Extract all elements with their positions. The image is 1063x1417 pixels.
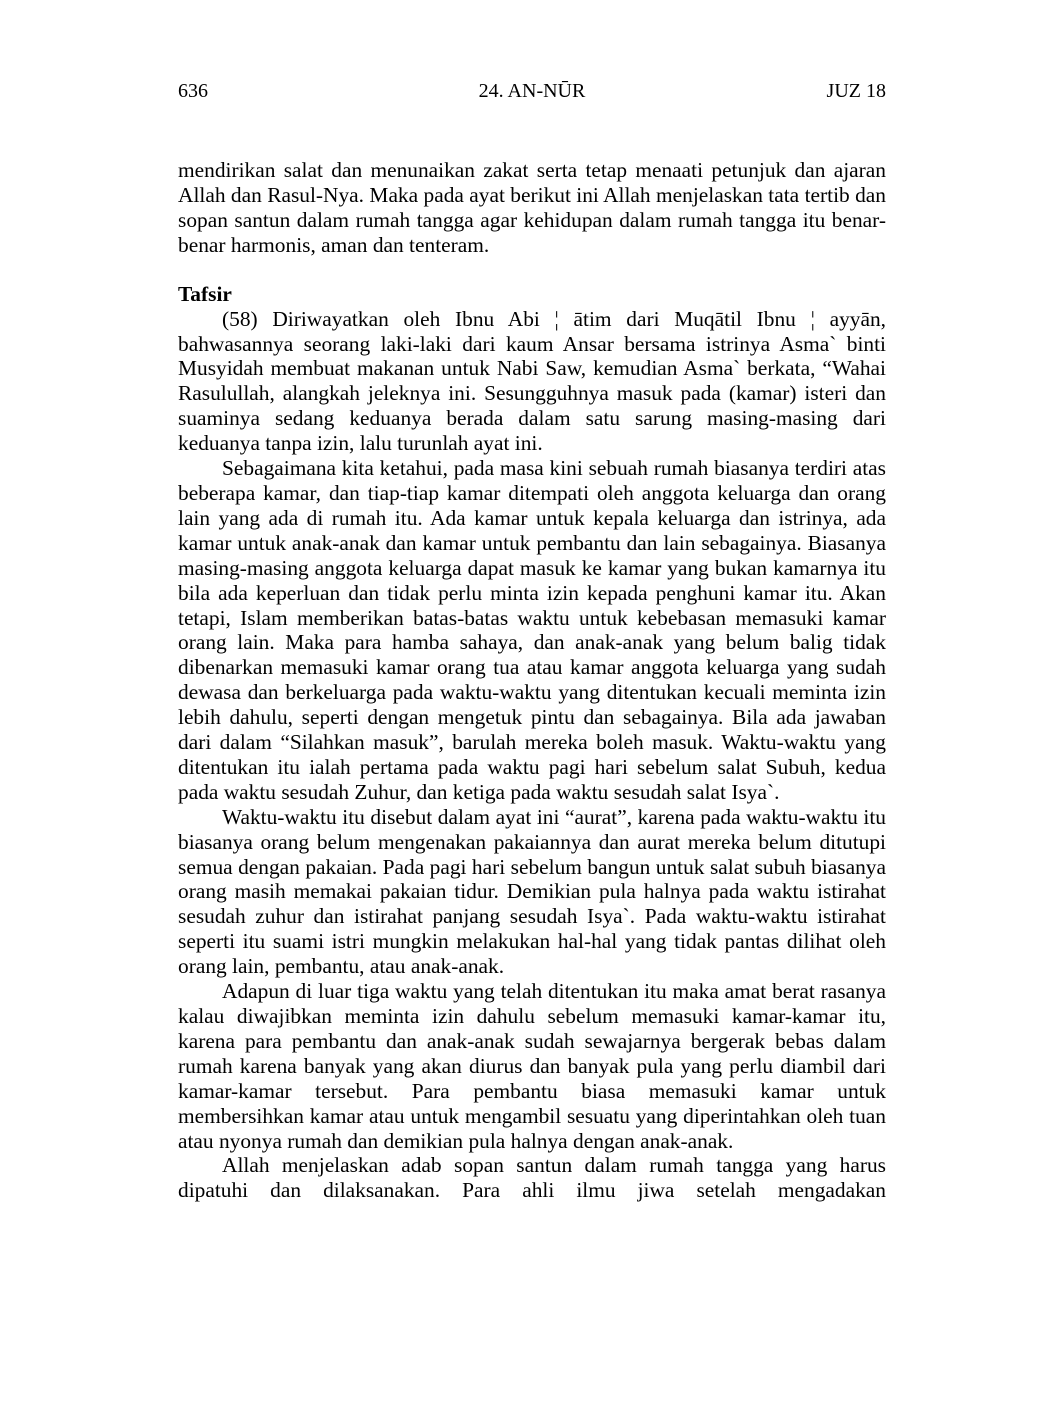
paragraph-room-rules: Sebagaimana kita ketahui, pada masa kini sebuah rumah biasanya terdiri atas beberapa kamar, dan tiap-tiap kamar ditempati oleh anggota keluarga dan orang lain yang ada di rumah itu. Ada kamar untuk kepala keluarga dan istrinya, ada kamar untuk anak-anak dan kamar untuk pembantu dan lain sebagainya. Biasanya masing-masing anggota keluarga dapat masuk ke kamar yang bukan kamarnya itu bila ada keperluan dan tidak perlu minta izin kepada penghuni kamar itu. Akan tetapi, Islam memberikan batas-batas waktu untuk kebebasan memasuki kamar orang lain. Maka para hamba sahaya, dan anak-anak yang belum balig tidak dibenarkan memasuki kamar orang tua atau kamar anggota keluarga yang sudah dewasa dan berkeluarga pada waktu-waktu yang ditentukan kecuali meminta izin lebih dahulu, seperti dengan mengetuk pintu dan sebagainya. Bila ada jawaban dari dalam “Silahkan masuk”, barulah mereka boleh masuk. Waktu-waktu yang ditentukan itu ialah pertama pada waktu pagi hari sebelum salat Subuh, kedua pada waktu sesudah Zuhur, dan ketiga pada waktu sesudah salat Isya`.	[178, 456, 886, 804]
body-text	[178, 158, 886, 1203]
juz-label: JUZ 18	[826, 80, 886, 102]
paragraph-aurat-times: Waktu-waktu itu disebut dalam ayat ini “aurat”, karena pada waktu-waktu itu biasanya orang belum mengenakan pakaiannya dan aurat mereka belum ditutupi semua dengan pakaian. Pada pagi hari sebelum bangun untuk salat subuh biasanya orang masih memakai pakaian tidur. Demikian pula halnya pada waktu istirahat sesudah zuhur dan istirahat panjang sesudah Isya`. Pada waktu-waktu istirahat seperti itu suami istri mungkin melakukan hal-hal yang tidak pantas dilihat oleh orang lain, pembantu, atau anak-anak.	[178, 804, 886, 979]
book-page	[178, 0, 886, 1417]
paragraph-manners: Allah menjelaskan adab sopan santun dalam rumah tangga yang harus dipatuhi dan dilaksanakan. Para ahli ilmu jiwa setelah mengadakan	[178, 1153, 886, 1203]
page-number: 636	[178, 80, 208, 102]
running-header	[178, 78, 886, 104]
paragraph-verse-58: (58) Diriwayatkan oleh Ibnu Abi ¦ ātim dari Muqātil Ibnu ¦ ayyān, bahwasannya seorang laki-laki dari kaum Ansar bersama istrinya Asma` binti Musyidah membuat makanan untuk Nabi Saw, kemudian Asma` berkata, “Wahai Rasulullah, alangkah jeleknya ini. Sesungguhnya masuk pada (kamar) isteri dan suaminya sedang keduanya berada dalam satu sarung masing-masing dari keduanya tanpa izin, lalu turunlah ayat ini.	[178, 306, 886, 456]
intro-paragraph: mendirikan salat dan menunaikan zakat serta tetap menaati petunjuk dan ajaran Allah dan Rasul-Nya. Maka pada ayat berikut ini Allah menjelaskan tata tertib dan sopan santun dalam rumah tangga agar kehidupan dalam rumah tangga itu benar-benar harmonis, aman dan tenteram.	[178, 158, 886, 257]
chapter-title: 24. AN-NŪR	[478, 80, 586, 102]
section-heading: Tafsir	[178, 281, 232, 306]
paragraph-outside-times: Adapun di luar tiga waktu yang telah ditentukan itu maka amat berat rasanya kalau diwajibkan meminta izin dahulu sebelum memasuki kamar-kamar itu, karena para pembantu dan anak-anak sudah sewajarnya bergerak bebas dalam rumah karena banyak yang akan diurus dan banyak pula yang perlu diambil dari kamar-kamar tersebut. Para pembantu biasa memasuki kamar untuk membersihkan kamar atau untuk mengambil sesuatu yang diperintahkan oleh tuan atau nyonya rumah dan demikian pula halnya dengan anak-anak.	[178, 979, 886, 1153]
